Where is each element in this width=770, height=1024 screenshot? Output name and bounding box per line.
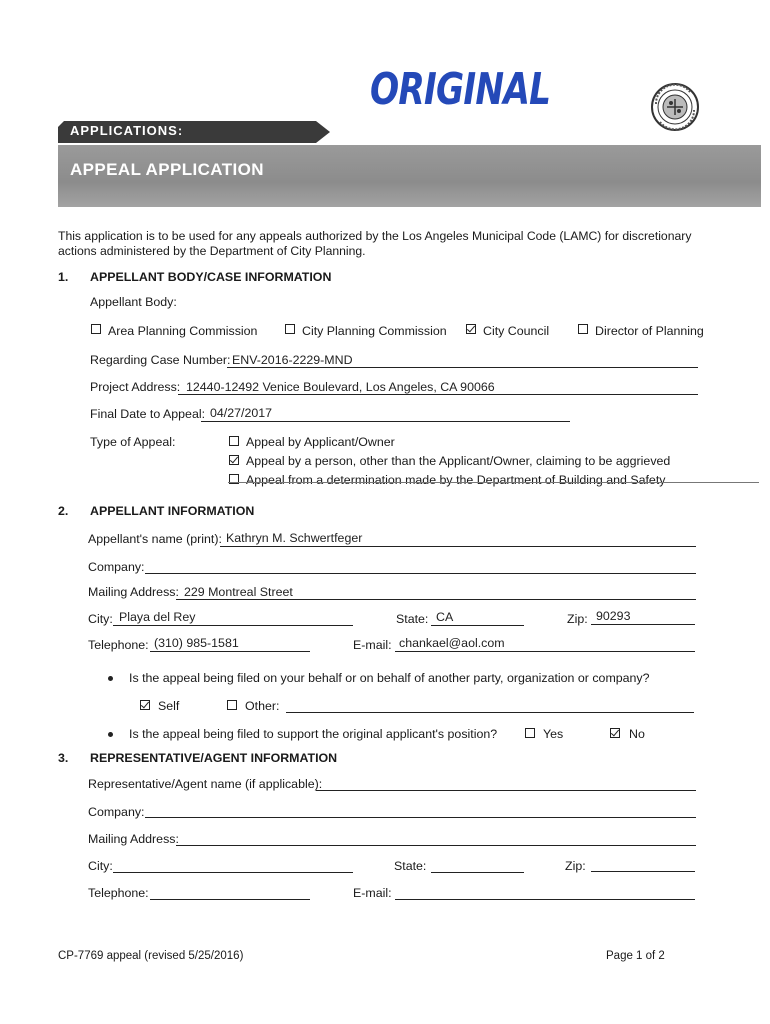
appellant-city-line xyxy=(113,625,353,626)
section-1-title: APPELLANT BODY/CASE INFORMATION xyxy=(90,270,332,284)
yes-label: Yes xyxy=(543,727,564,741)
applications-tab-label: APPLICATIONS: xyxy=(70,123,184,138)
other-checkbox[interactable] xyxy=(227,700,237,710)
agent-zip-label: Zip: xyxy=(565,859,586,873)
director-of-planning-label: Director of Planning xyxy=(595,324,704,338)
original-stamp: ORIGINAL xyxy=(370,64,551,115)
scan-line-artifact xyxy=(228,482,759,483)
city-planning-commission-checkbox[interactable] xyxy=(285,324,295,334)
type-of-appeal-label: Type of Appeal: xyxy=(90,435,176,449)
appellant-city-label: City: xyxy=(88,612,113,626)
appellant-email-value[interactable]: chankael@aol.com xyxy=(399,636,505,650)
form-id: CP-7769 appeal (revised 5/25/2016) xyxy=(58,950,244,962)
case-number-value[interactable]: ENV-2016-2229-MND xyxy=(232,353,353,367)
agent-company-label: Company: xyxy=(88,805,145,819)
appellant-zip-line xyxy=(591,624,695,625)
project-address-line xyxy=(178,394,698,395)
agent-city-field[interactable] xyxy=(113,872,353,873)
project-address-value[interactable]: 12440-12492 Venice Boulevard, Los Angeles, CA 90066 xyxy=(186,380,495,394)
city-council-label: City Council xyxy=(483,324,550,338)
appellant-phone-label: Telephone: xyxy=(88,638,149,652)
final-date-value[interactable]: 04/27/2017 xyxy=(210,406,273,420)
appellant-mailing-value[interactable]: 229 Montreal Street xyxy=(184,585,293,599)
appellant-zip-label: Zip: xyxy=(567,612,588,626)
agent-city-label: City: xyxy=(88,859,113,873)
appellant-city-value[interactable]: Playa del Rey xyxy=(119,610,196,624)
bullet-icon xyxy=(108,676,113,681)
appellant-phone-value[interactable]: (310) 985-1581 xyxy=(154,636,239,650)
appellant-zip-value[interactable]: 90293 xyxy=(596,609,631,623)
section-3-title: REPRESENTATIVE/AGENT INFORMATION xyxy=(90,751,338,765)
appellant-email-line xyxy=(395,651,695,652)
agent-name-label: Representative/Agent name (if applicable): xyxy=(88,777,323,791)
appellant-company-field[interactable] xyxy=(145,573,696,574)
agent-name-field[interactable] xyxy=(316,790,696,791)
appeal-aggrieved-party-label: Appeal by a person, other than the Applicant/Owner, claiming to be aggrieved xyxy=(246,454,671,468)
appeal-aggrieved-party-checkbox[interactable] xyxy=(229,455,239,465)
agent-mailing-label: Mailing Address: xyxy=(88,832,179,846)
agent-state-label: State: xyxy=(394,859,427,873)
bullet-icon xyxy=(108,732,113,737)
agent-phone-field[interactable] xyxy=(150,899,310,900)
appellant-phone-line xyxy=(150,651,310,652)
case-number-line xyxy=(227,367,698,368)
agent-email-field[interactable] xyxy=(395,899,695,900)
intro-text: This application is to be used for any appeals authorized by the Los Angeles Municipal Code (LAMC) for discretionary actions administered by the Department of City Planning. xyxy=(58,229,692,258)
appellant-name-label: Appellant's name (print): xyxy=(88,532,222,546)
city-council-checkbox[interactable] xyxy=(466,324,476,334)
appellant-state-label: State: xyxy=(396,612,429,626)
area-planning-commission-label: Area Planning Commission xyxy=(108,324,258,338)
project-address-label: Project Address: xyxy=(90,380,181,394)
appellant-email-label: E-mail: xyxy=(353,638,392,652)
section-1-number: 1. xyxy=(58,270,69,284)
section-3-number: 3. xyxy=(58,751,69,765)
city-planning-commission-label: City Planning Commission xyxy=(302,324,447,338)
appellant-state-value[interactable]: CA xyxy=(436,610,454,624)
city-seal-logo xyxy=(650,82,700,132)
final-date-label: Final Date to Appeal: xyxy=(90,407,206,421)
appeal-applicant-owner-checkbox[interactable] xyxy=(229,436,239,446)
support-question: Is the appeal being filed to support the original applicant's position? xyxy=(129,727,498,741)
appellant-mailing-line xyxy=(176,599,696,600)
section-2-title: APPELLANT INFORMATION xyxy=(90,504,255,518)
appeal-applicant-owner-label: Appeal by Applicant/Owner xyxy=(246,435,395,449)
area-planning-commission-checkbox[interactable] xyxy=(91,324,101,334)
page-number: Page 1 of 2 xyxy=(606,950,665,962)
other-field[interactable] xyxy=(286,712,694,713)
section-2-number: 2. xyxy=(58,504,69,518)
yes-checkbox[interactable] xyxy=(525,728,535,738)
other-label: Other: xyxy=(245,699,280,713)
no-checkbox[interactable] xyxy=(610,728,620,738)
final-date-line xyxy=(201,421,570,422)
no-label: No xyxy=(629,727,645,741)
case-number-label: Regarding Case Number: xyxy=(90,353,231,367)
behalf-question: Is the appeal being filed on your behalf or on behalf of another party, organization or company? xyxy=(129,671,650,685)
appellant-mailing-label: Mailing Address: xyxy=(88,585,179,599)
agent-email-label: E-mail: xyxy=(353,886,392,900)
appeal-building-safety-label: Appeal from a determination made by the Department of Building and Safety xyxy=(246,473,666,487)
appellant-name-line xyxy=(220,546,696,547)
page-title: APPEAL APPLICATION xyxy=(70,160,264,179)
appellant-name-value[interactable]: Kathryn M. Schwertfeger xyxy=(226,531,363,545)
self-checkbox[interactable] xyxy=(140,700,150,710)
agent-phone-label: Telephone: xyxy=(88,886,149,900)
agent-zip-field[interactable] xyxy=(591,871,695,872)
agent-state-field[interactable] xyxy=(431,872,524,873)
agent-company-field[interactable] xyxy=(145,817,696,818)
agent-mailing-field[interactable] xyxy=(176,845,696,846)
appellant-body-label: Appellant Body: xyxy=(90,295,177,309)
director-of-planning-checkbox[interactable] xyxy=(578,324,588,334)
appellant-state-line xyxy=(431,625,524,626)
appellant-company-label: Company: xyxy=(88,560,145,574)
self-label: Self xyxy=(158,699,180,713)
